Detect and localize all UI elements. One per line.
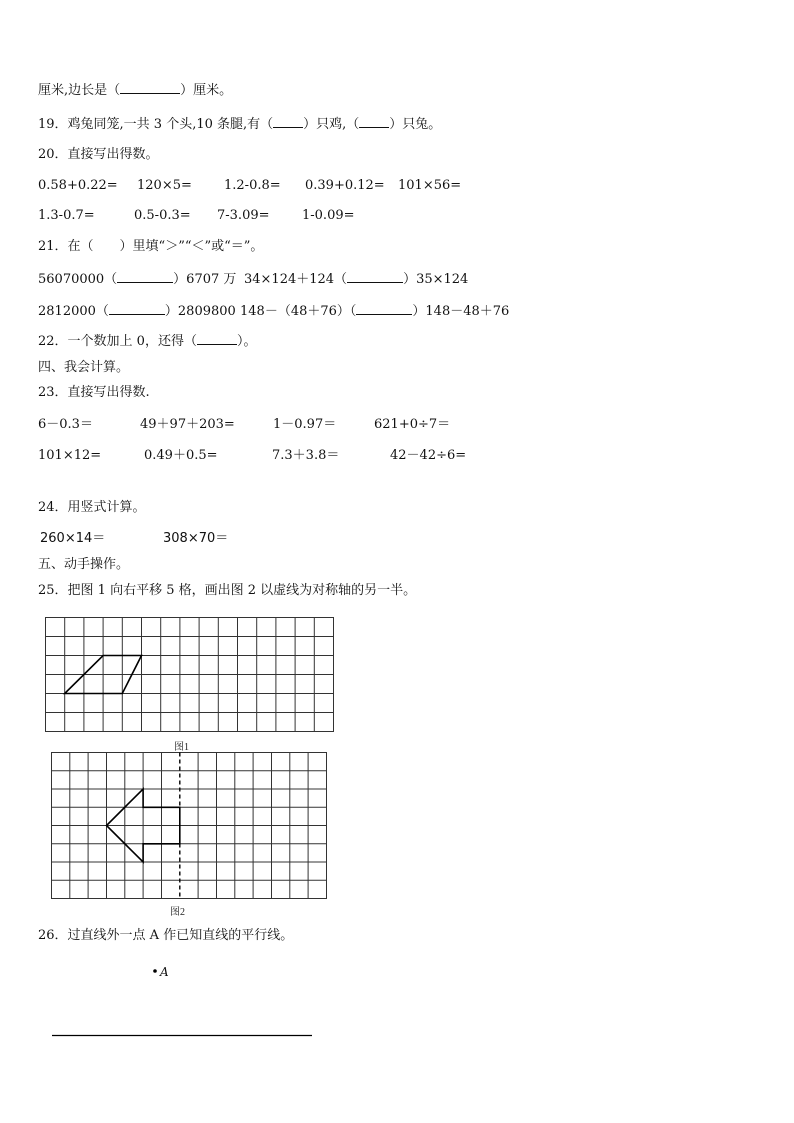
q25-title: 25．把图 1 向右平移 5 格，画出图 2 以虚线为对称轴的另一半。 [38,583,417,598]
q21-left: 56070000（ [38,272,118,287]
figure-1-caption: 图1 [174,742,189,753]
section-heading-4: 四、我会计算。 [38,360,130,375]
q21-right: ）6707 万 [173,272,237,287]
q21-blank[interactable] [117,271,173,283]
q21-right: ）148－48＋76 [412,304,510,319]
q23-item: 101×12= [38,448,102,463]
q20-title: 20．直接写出得数。 [38,147,159,162]
q20-item: 0.58+0.22= [38,178,118,193]
q19-rabbit-blank[interactable] [359,116,389,128]
figure-2-caption: 图2 [170,907,185,918]
given-line[interactable] [52,1034,314,1038]
q24-item: 260×14＝ [40,531,106,546]
q23-title: 23．直接写出得数. [38,385,150,400]
q20-item: 101×56= [398,178,462,193]
q21-blank[interactable] [356,303,412,315]
q26-title: 26．过直线外一点 A 作已知直线的平行线。 [38,928,294,943]
q21-compare-4 [240,303,509,320]
q22-text-b: ）。 [236,334,257,349]
figure-2-grid[interactable] [50,751,330,901]
q21-right: ）2809800 [164,304,236,319]
q23-item: 7.3＋3.8＝ [272,448,340,463]
q21-left: 34×124＋124（ [244,272,348,287]
q21-compare-3 [38,303,236,320]
q23-item: 1－0.97＝ [273,417,337,432]
q18-answer-blank[interactable] [120,82,180,94]
q20-item: 1.2-0.8= [224,178,281,193]
q20-item: 1-0.09= [302,208,355,223]
q23-item: 49＋97＋203= [140,417,235,432]
q22-text-a: 22．一个数加上 0，还得（ [38,334,197,349]
q21-compare-1 [38,271,236,288]
q22 [38,333,256,350]
q19-chicken-blank[interactable] [273,116,303,128]
q21-right: ）35×124 [403,272,469,287]
q19 [38,116,441,133]
q18-text-after: ）厘米。 [180,83,233,98]
q22-blank[interactable] [197,333,237,345]
q21-blank[interactable] [347,271,403,283]
q24-item: 308×70＝ [163,531,229,546]
q21-blank[interactable] [109,303,165,315]
q19-text-c: ）只兔。 [389,117,442,132]
q23-item: 0.49＋0.5= [144,448,218,463]
q18-text-before: 厘米,边长是（ [38,83,121,98]
q23-item: 42－42÷6= [390,448,467,463]
q23-item: 621+0÷7＝ [374,417,451,432]
q19-text-a: 19．鸡兔同笼,一共 3 个头,10 条腿,有（ [38,117,274,132]
q21-title: 21．在（ ）里填“＞”“＜”或“＝”。 [38,239,264,254]
q20-item: 0.39+0.12= [305,178,385,193]
q20-item: 7-3.09= [217,208,270,223]
section-heading-5: 五、动手操作。 [38,557,130,572]
q18-tail [38,82,232,99]
q21-left: 148－（48＋76）（ [240,304,357,319]
q20-item: 0.5-0.3= [134,208,191,223]
q20-item: 1.3-0.7= [38,208,95,223]
q24-title: 24．用竖式计算。 [38,500,146,515]
q19-text-b: ）只鸡,（ [303,117,360,132]
q21-left: 2812000（ [38,304,109,319]
point-a-label: A [160,965,169,979]
figure-1-grid[interactable] [44,616,336,736]
q20-item: 120×5= [137,178,192,193]
q21-compare-2 [244,271,468,288]
q23-item: 6－0.3＝ [38,417,93,432]
